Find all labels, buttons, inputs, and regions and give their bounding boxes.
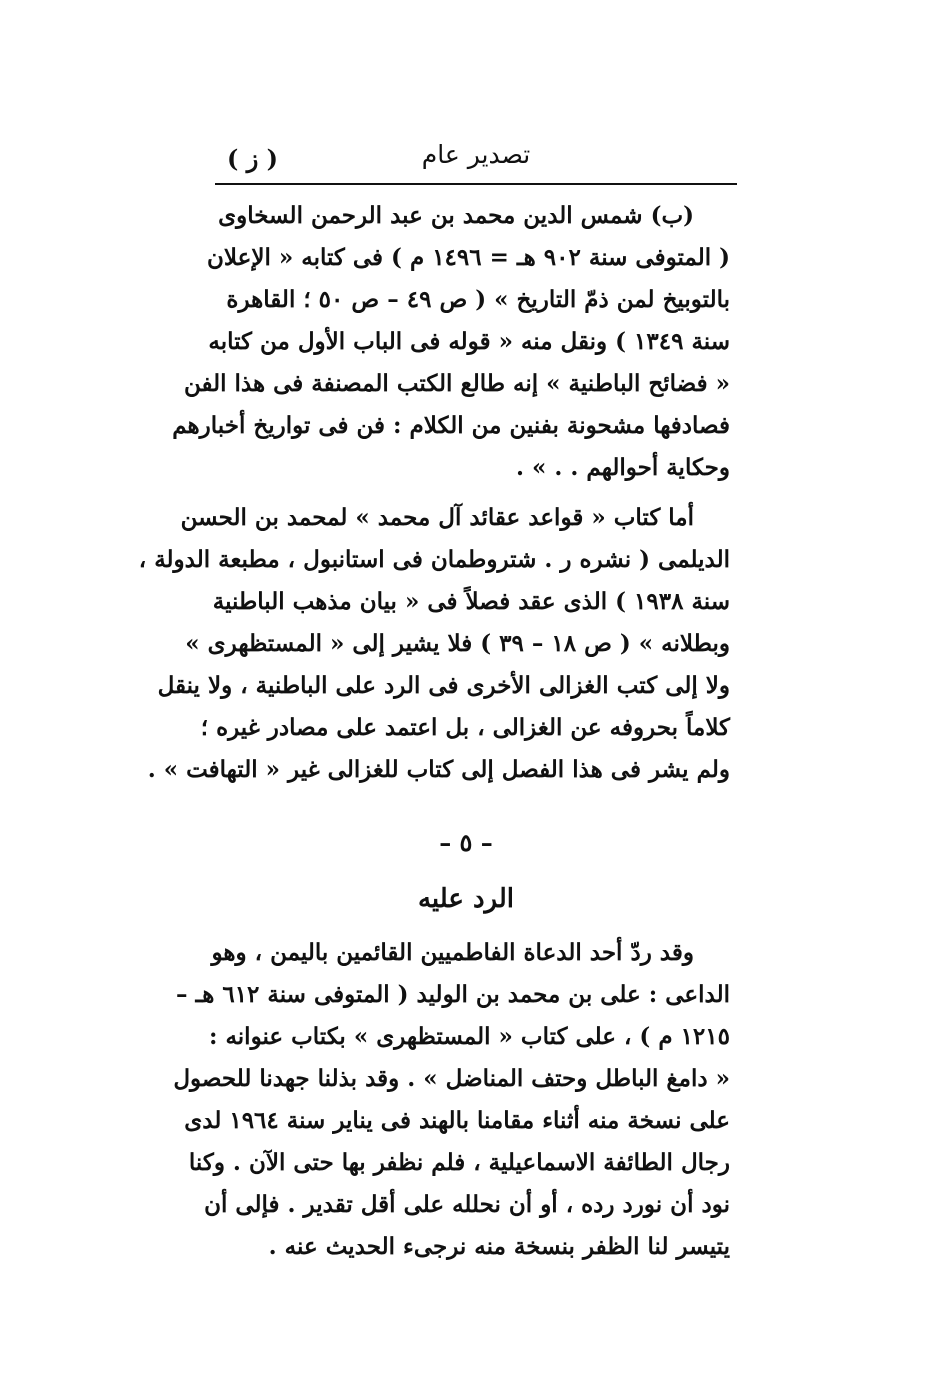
text-line: ولم يشر فى هذا الفصل إلى كتاب للغزالى غير « التهافت » . [147,756,730,783]
text-line: سنة ١٩٣٨ ) الذى عقد فصلاً فى « بيان مذهب الباطنية [212,588,730,615]
paragraph-sakhawi [172,195,730,489]
text-line: أما كتاب « قواعد عقائد آل محمد » لمحمد بن الحسن [180,504,694,531]
section-title: الرد عليه [417,884,515,914]
text-line: على نسخة منه أثناء مقامنا بالهند فى يناير سنة ١٩٦٤ لدى [184,1107,730,1134]
text-line: وبطلانه » ( ص ١٨ – ٣٩ ) فلا يشير إلى « المستظهرى » [185,630,730,657]
text-line: « دامغ الباطل وحتف المناضل » . وقد بذلنا جهدنا للحصول [173,1065,730,1092]
text-line: بالتوبيخ لمن ذمّ التاريخ » ( ص ٤٩ – ص ٥٠ ؛ القاهرة [226,286,730,313]
paragraph-reply [173,932,730,1268]
header-divider [215,183,737,185]
text-line: الديلمى ( نشره ر . شتروطمان فى استانبول ، مطبعة الدولة ، [138,546,730,573]
page-number: ( ز ) [227,144,279,173]
text-line: « فضائح الباطنية » إنه طالع الكتب المصنفة فى هذا الفن [183,370,730,397]
running-header [215,140,737,184]
text-line: الداعى : على بن محمد بن الوليد ( المتوفى سنة ٦١٢ هـ – [175,981,730,1008]
text-line: وحكاية أحوالهم . . » . [516,454,730,481]
text-line: سنة ١٣٤٩ ) ونقل منه « قوله فى الباب الأول من كتابه [208,328,730,355]
text-line: ولا إلى كتب الغزالى الأخرى فى الرد على الباطنية ، ولا ينقل [157,672,730,699]
text-line: وقد ردّ أحد الدعاة الفاطميين القائمين باليمن ، وهو [211,939,694,966]
text-line: (ب) شمس الدين محمد بن عبد الرحمن السخاوى [218,202,694,229]
header-title: تصدير عام [421,140,531,169]
text-line: رجال الطائفة الاسماعيلية ، فلم نظفر بها حتى الآن . وكنا [188,1149,730,1176]
paragraph-daylami [138,497,730,791]
section-number: – ٥ – [439,828,493,857]
text-line: ( المتوفى سنة ٩٠٢ هـ = ١٤٩٦ م ) فى كتابه « الإعلان [207,244,730,271]
text-line: نود أن نورد رده ، أو أن نحلله على أقل تقدير . فإلى أن [204,1191,730,1218]
text-line: فصادفها مشحونة بفنين من الكلام : فن فى تواريخ أخبارهم [172,412,730,439]
text-line: يتيسر لنا الظفر بنسخة منه نرجىء الحديث عنه . [268,1233,730,1260]
text-line: ١٢١٥ م ) ، على كتاب « المستظهرى » بكتاب عنوانه : [208,1023,730,1050]
text-line: كلاماً بحروفه عن الغزالى ، بل اعتمد على مصادر غيره ؛ [200,714,730,741]
